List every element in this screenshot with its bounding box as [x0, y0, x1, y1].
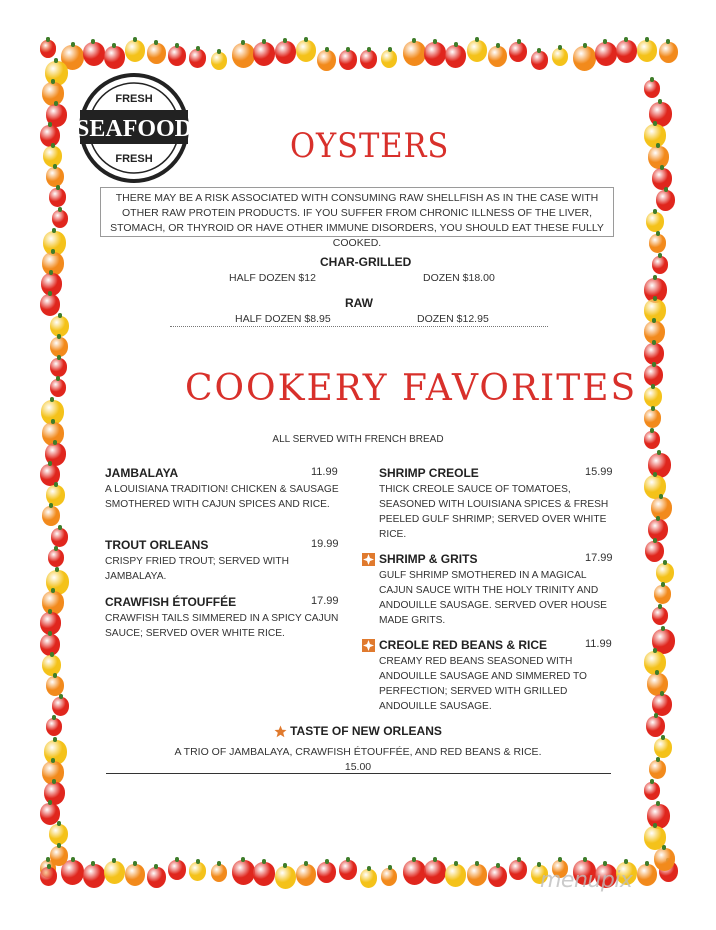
- pepper-decoration: [42, 82, 64, 106]
- item-description: CRAWFISH TAILS SIMMERED IN A SPICY CAJUN SAUCE; SERVED OVER WHITE RICE.: [105, 613, 339, 639]
- pepper-decoration: [644, 365, 663, 386]
- special-description: A TRIO OF JAMBALAYA, CRAWFISH ÉTOUFFÉE, AND RED BEANS & RICE.: [174, 745, 542, 758]
- menu-item: [105, 466, 340, 512]
- pepper-decoration: [652, 256, 668, 274]
- pepper-decoration: [360, 50, 377, 69]
- menupix-watermark: menupix: [540, 868, 633, 893]
- pepper-decoration: [645, 541, 664, 562]
- pepper-decoration: [648, 519, 668, 541]
- pepper-border-top: [40, 40, 680, 70]
- pepper-decoration: [644, 409, 661, 428]
- pepper-decoration: [104, 46, 125, 69]
- pepper-decoration: [211, 864, 227, 882]
- raw-half-dozen: HALF DOZEN $8.95: [235, 313, 331, 325]
- item-name-row: [362, 638, 614, 652]
- pepper-decoration: [40, 867, 57, 886]
- cookery-favorites-title: COOKERY FAVORITES: [185, 368, 638, 409]
- pepper-decoration: [52, 210, 68, 228]
- pepper-decoration: [253, 862, 275, 886]
- raw-heading: RAW: [345, 296, 373, 310]
- char-grilled-dozen: DOZEN $18.00: [423, 272, 495, 284]
- pepper-decoration: [659, 42, 678, 63]
- pepper-decoration: [616, 40, 637, 63]
- pepper-decoration: [637, 40, 657, 62]
- pepper-decoration: [644, 124, 666, 148]
- pepper-decoration: [125, 40, 145, 62]
- pepper-decoration: [651, 497, 672, 520]
- pepper-decoration: [424, 42, 446, 66]
- pepper-decoration: [42, 506, 60, 526]
- pepper-decoration: [656, 190, 675, 211]
- pepper-decoration: [147, 867, 166, 888]
- item-price: 15.99: [585, 466, 613, 478]
- star-icon: [274, 725, 287, 738]
- special-price: 15.00: [344, 760, 372, 773]
- svg-text:FRESH: FRESH: [115, 153, 153, 165]
- taste-of-new-orleans-special: [0, 724, 716, 773]
- pepper-decoration: [509, 42, 527, 62]
- pepper-decoration: [445, 864, 466, 887]
- item-description: CREAMY RED BEANS SEASONED WITH ANDOUILLE SAUSAGE AND SIMMERED TO PERFECTION; SERVED WITH GRILLED ANDOUILLE SAUSAGE.: [379, 656, 587, 712]
- item-description: GULF SHRIMP SMOTHERED IN A MAGICAL CAJUN SAUCE WITH THE HOLY TRINITY AND ANDOUILLE SAUSAGE. SERVED OVER HOUSE MADE GRITS.: [379, 570, 607, 626]
- item-name: SHRIMP CREOLE: [379, 466, 479, 480]
- item-price: 19.99: [311, 538, 339, 550]
- pepper-decoration: [573, 46, 596, 71]
- pepper-decoration: [644, 387, 662, 407]
- pepper-decoration: [40, 294, 60, 316]
- item-price: 17.99: [585, 552, 613, 564]
- pepper-decoration: [654, 848, 675, 871]
- dotted-divider: [170, 326, 548, 327]
- pepper-decoration: [445, 45, 466, 68]
- pepper-decoration: [531, 51, 548, 70]
- oysters-title: OYSTERS: [290, 126, 450, 166]
- char-grilled-heading: CHAR-GRILLED: [320, 255, 412, 269]
- item-name: CRAWFISH ÉTOUFFÉE: [105, 595, 237, 609]
- pepper-decoration: [467, 40, 487, 62]
- pepper-decoration: [652, 168, 672, 190]
- pepper-decoration: [49, 188, 66, 207]
- pepper-decoration: [147, 43, 166, 64]
- pepper-decoration: [168, 46, 186, 66]
- pepper-decoration: [104, 861, 125, 884]
- pepper-decoration: [253, 42, 275, 66]
- pepper-decoration: [339, 50, 357, 70]
- pepper-decoration: [644, 782, 660, 800]
- pepper-decoration: [50, 358, 67, 377]
- svg-text:FRESH: FRESH: [115, 93, 153, 105]
- pepper-decoration: [232, 860, 255, 885]
- seafood-logo: [78, 72, 190, 184]
- pepper-decoration: [339, 860, 357, 880]
- bottom-rule: [106, 773, 611, 774]
- pepper-decoration: [125, 864, 145, 886]
- svg-text:SEAFOOD: SEAFOOD: [78, 116, 190, 142]
- item-description: CRISPY FRIED TROUT; SERVED WITH JAMBALAYA.: [105, 556, 289, 582]
- pepper-decoration: [654, 585, 671, 604]
- item-price: 11.99: [311, 466, 338, 478]
- item-description: A LOUISIANA TRADITION! CHICKEN & SAUSAGE SMOTHERED WITH CAJUN SPICES AND RICE.: [105, 484, 339, 510]
- pepper-decoration: [381, 50, 397, 68]
- pepper-decoration: [644, 80, 660, 98]
- pepper-decoration: [648, 146, 669, 169]
- pepper-decoration: [50, 846, 68, 866]
- item-description: THICK CREOLE SAUCE OF TOMATOES, SEASONED WITH LOUISIANA SPICES & FRESH PEELED GULF SHRIMP; SERVED OVER WHITE RICE.: [379, 484, 609, 540]
- pepper-decoration: [211, 52, 227, 70]
- special-name: TASTE OF NEW ORLEANS: [290, 724, 442, 738]
- pepper-decoration: [232, 43, 255, 68]
- pepper-decoration: [83, 864, 105, 888]
- pepper-decoration: [189, 49, 206, 68]
- pepper-decoration: [595, 42, 617, 66]
- pepper-decoration: [656, 563, 674, 583]
- pepper-decoration: [83, 42, 105, 66]
- pepper-decoration: [296, 864, 316, 886]
- pepper-decoration: [646, 212, 664, 232]
- pepper-decoration: [50, 379, 66, 397]
- menu-item: [362, 552, 614, 628]
- pepper-decoration: [424, 860, 446, 884]
- pepper-decoration: [381, 868, 397, 886]
- pepper-decoration: [50, 337, 68, 357]
- menu-item: [379, 466, 614, 542]
- pepper-decoration: [48, 549, 64, 567]
- item-name-row: [362, 552, 614, 566]
- item-name: CREOLE RED BEANS & RICE: [379, 638, 548, 652]
- pepper-decoration: [403, 41, 426, 66]
- pepper-decoration: [317, 50, 336, 71]
- pepper-decoration: [649, 234, 666, 253]
- pepper-decoration: [488, 46, 507, 67]
- menu-item: [362, 638, 614, 714]
- specialty-badge-icon: [362, 553, 375, 566]
- pepper-decoration: [509, 860, 527, 880]
- pepper-decoration: [275, 866, 296, 889]
- pepper-decoration: [317, 862, 336, 883]
- char-grilled-half-dozen: HALF DOZEN $12: [229, 272, 316, 284]
- pepper-decoration: [46, 676, 64, 696]
- item-price: 11.99: [585, 638, 612, 650]
- pepper-decoration: [168, 860, 186, 880]
- item-name: JAMBALAYA: [105, 466, 179, 480]
- pepper-decoration: [467, 864, 487, 886]
- pepper-decoration: [552, 48, 568, 66]
- raw-dozen: DOZEN $12.95: [417, 313, 489, 325]
- pepper-decoration: [488, 866, 507, 887]
- raw-shellfish-warning: THERE MAY BE A RISK ASSOCIATED WITH CONSUMING RAW SHELLFISH AS IN THE CASE WITH OTHER RAW PROTEIN PRODUCTS. IF YOU SUFFER FROM CHRONIC ILLNESS OF THE LIVER, STOMACH, OR THYROID OR HAVE OTHER IMMUNE DISORDERS, YOU SHOULD EAT THESE FULLY COOKED.: [100, 187, 614, 237]
- pepper-decoration: [652, 607, 668, 625]
- item-name: TROUT ORLEANS: [105, 538, 209, 552]
- specialty-badge-icon: [362, 639, 375, 652]
- pepper-decoration: [647, 673, 668, 696]
- pepper-decoration: [40, 125, 60, 147]
- item-price: 17.99: [311, 595, 339, 607]
- served-with-note: ALL SERVED WITH FRENCH BREAD: [272, 434, 444, 445]
- pepper-decoration: [51, 528, 68, 547]
- pepper-decoration: [42, 655, 61, 676]
- special-name-row: [274, 724, 442, 738]
- menu-item: [105, 595, 340, 641]
- pepper-decoration: [360, 869, 377, 888]
- pepper-decoration: [296, 40, 316, 62]
- item-name: SHRIMP & GRITS: [379, 552, 478, 566]
- pepper-decoration: [52, 697, 69, 716]
- pepper-decoration: [40, 40, 56, 58]
- pepper-decoration: [275, 41, 296, 64]
- pepper-decoration: [403, 860, 426, 885]
- pepper-decoration: [189, 862, 206, 881]
- menu-item: [105, 538, 340, 584]
- pepper-decoration: [46, 167, 64, 187]
